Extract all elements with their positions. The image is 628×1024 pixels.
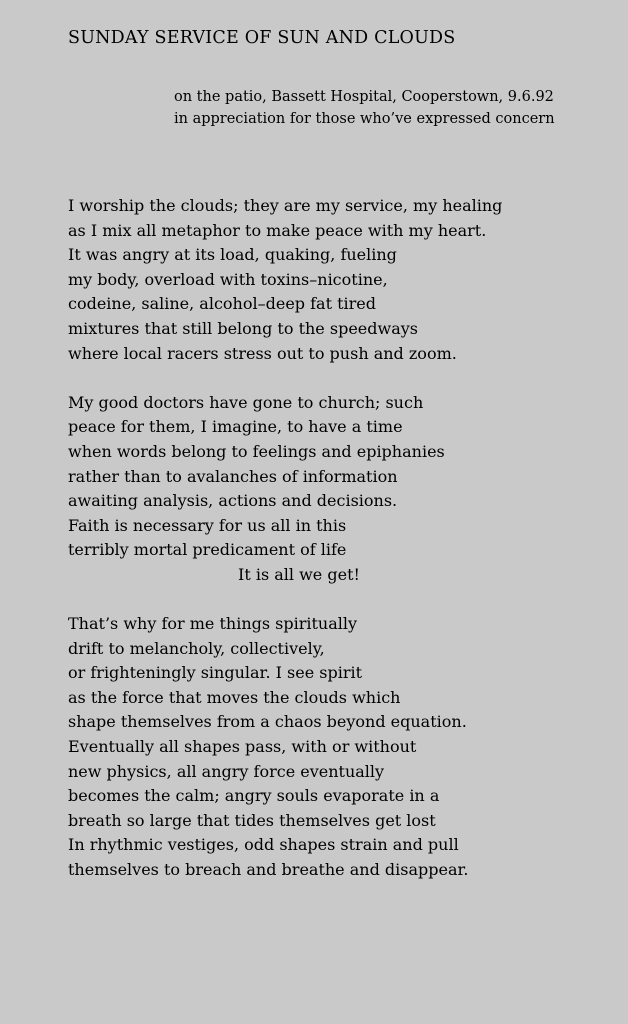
poem-line: where local racers stress out to push and zoom.: [68, 343, 457, 363]
poem-line: themselves to breach and breathe and disappear.: [68, 860, 469, 880]
poem-line: drift to melancholy, collectively,: [68, 638, 325, 658]
poem-line: new physics, all angry force eventually: [68, 761, 385, 781]
poem-line: It was angry at its load, quaking, fueling: [68, 245, 397, 265]
poem-line: mixtures that still belong to the speedways: [68, 318, 418, 338]
poem-line: I worship the clouds; they are my service, my healing: [68, 196, 503, 215]
poem-line: as I mix all metaphor to make peace with my heart.: [68, 220, 487, 240]
poem-line: awaiting analysis, actions and decisions.: [68, 491, 398, 511]
poem-line: terribly mortal predicament of life: [68, 540, 347, 560]
stanza-2: [68, 391, 502, 588]
poem-line: That’s why for me things spiritually: [68, 614, 358, 634]
poem-line: my body, overload with toxins–nicotine,: [68, 269, 388, 289]
poem-line-indented: It is all we get!: [238, 564, 360, 584]
poem-dedication: [174, 86, 555, 130]
dedication-line-1: on the patio, Bassett Hospital, Cooperstown, 9.6.92: [174, 89, 554, 105]
poem-line: codeine, saline, alcohol–deep fat tired: [68, 294, 376, 314]
poem-line: In rhythmic vestiges, odd shapes strain and pull: [68, 835, 459, 855]
stanza-1: [68, 194, 502, 366]
poem-body: [68, 194, 502, 907]
poem-line: Faith is necessary for us all in this: [68, 515, 347, 535]
poem-line: breath so large that tides themselves get lost: [68, 810, 436, 830]
poem-line: as the force that moves the clouds which: [68, 687, 401, 707]
stanza-3: [68, 612, 502, 883]
poem-line: peace for them, I imagine, to have a time: [68, 417, 403, 437]
poem-line: rather than to avalanches of information: [68, 466, 398, 486]
dedication-line-2: in appreciation for those who’ve expressed concern: [174, 111, 555, 127]
poem-line: when words belong to feelings and epiphanies: [68, 441, 445, 461]
poem-line: Eventually all shapes pass, with or without: [68, 737, 417, 757]
poem-line: or frighteningly singular. I see spirit: [68, 663, 363, 683]
poem-line: My good doctors have gone to church; such: [68, 392, 424, 412]
poem-line: shape themselves from a chaos beyond equation.: [68, 712, 467, 732]
poem-title: SUNDAY SERVICE OF SUN AND CLOUDS: [68, 28, 456, 48]
poem-line: becomes the calm; angry souls evaporate in a: [68, 786, 440, 806]
